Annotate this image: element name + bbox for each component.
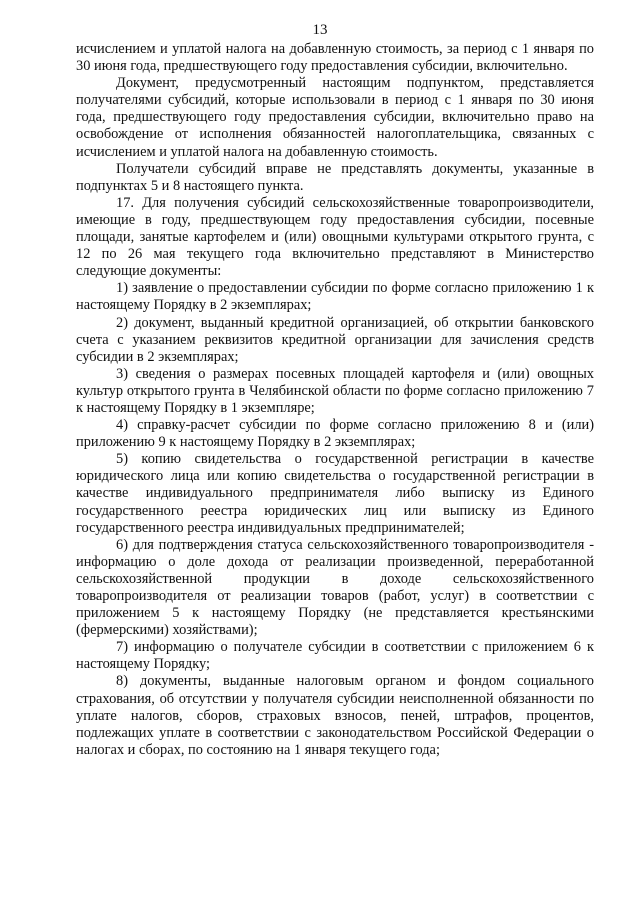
paragraph-clause-17: 17. Для получения субсидий сельскохозяйственные товаропроизводители, имеющие в году, предшествующем году предоставления субсидии, посевные площади, занятые картофелем и (или) овощными культурами открытого грунта, с 12 по 26 мая текущего года включительно представляют в Министерство следующие документы: (76, 194, 594, 280)
list-item-1: 1) заявление о предоставлении субсидии по форме согласно приложению 1 к настоящему Порядку в 2 экземплярах; (76, 280, 594, 314)
paragraph-note-document: Документ, предусмотренный настоящим подпунктом, представляется получателями субсидий, которые использовали в период с 1 января по 30 июня года, предшествующего году предоставления субсидии, включительно право на освобождение от исполнения обязанностей налогоплательщика, связанных с исчислением и уплатой налога на добавленную стоимость. (76, 75, 594, 160)
list-item-5: 5) копию свидетельства о государственной регистрации в качестве юридического лица или копию свидетельства о государственной регистрации в качестве индивидуального предпринимателя либо выписку из Единого государственного реестра юридических лиц или выписку из Единого государственного реестра индивидуальных предпринимателей; (76, 451, 594, 536)
document-body (76, 41, 594, 759)
list-item-3: 3) сведения о размерах посевных площадей картофеля и (или) овощных культур открытого грунта в Челябинской области по форме согласно приложению 7 к настоящему Порядку в 1 экземпляре; (76, 365, 594, 416)
list-item-6: 6) для подтверждения статуса сельскохозяйственного товаропроизводителя - информацию о доле дохода от реализации произведенной, переработанной сельскохозяйственной продукции в доходе сельскохозяйственного товаропроизводителя от реализации товаров (работ, услуг) в соответствии с приложением 5 к настоящему Порядку (не представляется крестьянскими (фермерскими) хозяйствами); (76, 536, 594, 639)
list-item-8: 8) документы, выданные налоговым органом и фондом социального страхования, об отсутствии у получателя субсидии неисполненной обязанности по уплате налогов, сборов, страховых взносов, пеней, штрафов, процентов, подлежащих уплате в соответствии с законодательством Российской Федерации о налогах и сборах, по состоянию на 1 января текущего года; (76, 673, 594, 758)
list-item-2: 2) документ, выданный кредитной организацией, об открытии банковского счета с указанием реквизитов кредитной организации для зачисления средств субсидии в 2 экземплярах; (76, 314, 594, 365)
paragraph-note-exemption: Получатели субсидий вправе не представлять документы, указанные в подпунктах 5 и 8 настоящего пункта. (76, 160, 594, 194)
page-number: 13 (312, 22, 328, 38)
list-item-7: 7) информацию о получателе субсидии в соответствии с приложением 6 к настоящему Порядку; (76, 639, 594, 673)
list-item-4: 4) справку-расчет субсидии по форме согласно приложению 8 и (или) приложению 9 к настоящему Порядку в 2 экземплярах; (76, 417, 594, 451)
paragraph-continuation: исчислением и уплатой налога на добавленную стоимость, за период с 1 января по 30 июня года, предшествующего году предоставления субсидии, включительно. (76, 41, 594, 75)
